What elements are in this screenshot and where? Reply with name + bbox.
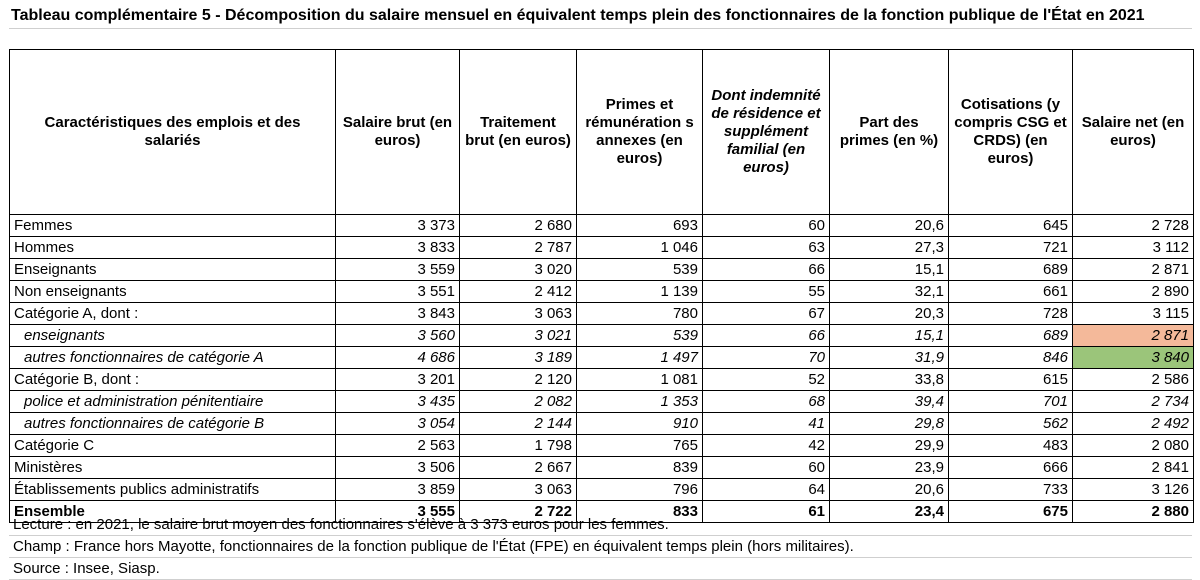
row-label: Ministères: [10, 457, 336, 479]
table-row: [10, 237, 1194, 259]
cell: 31,9: [830, 347, 949, 369]
cell: 39,4: [830, 391, 949, 413]
cell: 2 667: [460, 457, 577, 479]
table-title: Tableau complémentaire 5 - Décomposition du salaire mensuel en équivalent temps plein des fonctionnaires de la fonction publique de l'État en 2021: [11, 7, 1145, 24]
cell: 3 054: [336, 413, 460, 435]
row-label: autres fonctionnaires de catégorie A: [10, 347, 336, 369]
row-label: Catégorie C: [10, 435, 336, 457]
cell: 33,8: [830, 369, 949, 391]
header-row: [10, 50, 1194, 215]
cell: 846: [949, 347, 1073, 369]
note-champ: Champ : France hors Mayotte, fonctionnaires de la fonction publique de l'État (FPE) en équivalent temps plein (hors militaires).: [9, 536, 1192, 558]
cell: 693: [577, 215, 703, 237]
cell: 2 734: [1073, 391, 1194, 413]
note-lecture: Lecture : en 2021, le salaire brut moyen des fonctionnaires s'élève à 3 373 euros pour les femmes.: [9, 514, 1192, 536]
cell: 666: [949, 457, 1073, 479]
cell: 3 435: [336, 391, 460, 413]
table-row: [10, 303, 1194, 325]
cell: 27,3: [830, 237, 949, 259]
cell: 20,3: [830, 303, 949, 325]
cell: 2 787: [460, 237, 577, 259]
cell: 20,6: [830, 479, 949, 501]
table-row: [10, 259, 1194, 281]
table-row: [10, 215, 1194, 237]
table-row: [10, 391, 1194, 413]
cell: 15,1: [830, 259, 949, 281]
cell: 60: [703, 457, 830, 479]
col-header-contributions: Cotisations (y compris CSG et CRDS) (en euros): [949, 50, 1073, 215]
row-label: Ensemble: [10, 501, 336, 523]
cell: 562: [949, 413, 1073, 435]
row-label: enseignants: [10, 325, 336, 347]
cell: 1 353: [577, 391, 703, 413]
cell: 2 082: [460, 391, 577, 413]
cell: 733: [949, 479, 1073, 501]
col-header-gross-salary: Salaire brut (en euros): [336, 50, 460, 215]
cell: 1 081: [577, 369, 703, 391]
cell: 3 063: [460, 479, 577, 501]
cell: 1 798: [460, 435, 577, 457]
cell: 3 126: [1073, 479, 1194, 501]
cell: 2 492: [1073, 413, 1194, 435]
cell: 67: [703, 303, 830, 325]
cell: 29,8: [830, 413, 949, 435]
cell: 483: [949, 435, 1073, 457]
empty-row: [9, 29, 1192, 49]
cell: 2 563: [336, 435, 460, 457]
cell: 60: [703, 215, 830, 237]
cell: 2 412: [460, 281, 577, 303]
cell: 3 112: [1073, 237, 1194, 259]
table-row: [10, 369, 1194, 391]
cell: 55: [703, 281, 830, 303]
cell: 1 046: [577, 237, 703, 259]
cell: 833: [577, 501, 703, 523]
cell: 615: [949, 369, 1073, 391]
cell: 3 189: [460, 347, 577, 369]
cell: 3 373: [336, 215, 460, 237]
cell: 29,9: [830, 435, 949, 457]
cell: 2 120: [460, 369, 577, 391]
table-row: [10, 457, 1194, 479]
cell: 539: [577, 259, 703, 281]
cell: 780: [577, 303, 703, 325]
cell: 701: [949, 391, 1073, 413]
col-header-characteristics: Caractéristiques des emplois et des salariés: [10, 50, 336, 215]
cell: 839: [577, 457, 703, 479]
cell: 728: [949, 303, 1073, 325]
cell: 3 021: [460, 325, 577, 347]
cell: 2 722: [460, 501, 577, 523]
cell: 64: [703, 479, 830, 501]
table-row: [10, 413, 1194, 435]
row-label: autres fonctionnaires de catégorie B: [10, 413, 336, 435]
cell: 4 686: [336, 347, 460, 369]
cell: 70: [703, 347, 830, 369]
cell: 3 560: [336, 325, 460, 347]
note-source: Source : Insee, Siasp.: [9, 558, 1192, 580]
cell: 661: [949, 281, 1073, 303]
table-row: [10, 347, 1194, 369]
cell: 32,1: [830, 281, 949, 303]
col-header-gross-pay: Traitement brut (en euros): [460, 50, 577, 215]
cell: 2 680: [460, 215, 577, 237]
cell: 2 080: [1073, 435, 1194, 457]
cell: 2 728: [1073, 215, 1194, 237]
cell: 66: [703, 259, 830, 281]
cell: 41: [703, 413, 830, 435]
cell: 23,4: [830, 501, 949, 523]
cell: 1 497: [577, 347, 703, 369]
cell: 3 555: [336, 501, 460, 523]
row-label: Catégorie A, dont :: [10, 303, 336, 325]
cell: 2 880: [1073, 501, 1194, 523]
row-label: Enseignants: [10, 259, 336, 281]
cell: 689: [949, 259, 1073, 281]
cell: 3 506: [336, 457, 460, 479]
cell: 539: [577, 325, 703, 347]
cell: 2 144: [460, 413, 577, 435]
cell: 3 020: [460, 259, 577, 281]
table-row: [10, 479, 1194, 501]
cell: 20,6: [830, 215, 949, 237]
cell: 3 559: [336, 259, 460, 281]
cell: 61: [703, 501, 830, 523]
row-label: Non enseignants: [10, 281, 336, 303]
data-table: [9, 49, 1194, 523]
cell: 3 833: [336, 237, 460, 259]
cell: 15,1: [830, 325, 949, 347]
cell: 2 586: [1073, 369, 1194, 391]
title-row: [9, 0, 1192, 29]
col-header-bonuses: Primes et rémunération s annexes (en euros): [577, 50, 703, 215]
cell: 675: [949, 501, 1073, 523]
cell: 3 063: [460, 303, 577, 325]
row-label: Femmes: [10, 215, 336, 237]
cell: 2 890: [1073, 281, 1194, 303]
row-label: police et administration pénitentiaire: [10, 391, 336, 413]
cell: 1 139: [577, 281, 703, 303]
col-header-residence-allowance: Dont indemnité de résidence et supplément familial (en euros): [703, 50, 830, 215]
cell: 3 201: [336, 369, 460, 391]
cell: 3 551: [336, 281, 460, 303]
cell: 796: [577, 479, 703, 501]
cell: 645: [949, 215, 1073, 237]
highlighted-cell: 2 871: [1073, 325, 1194, 347]
cell: 3 843: [336, 303, 460, 325]
row-label: Catégorie B, dont :: [10, 369, 336, 391]
cell: 63: [703, 237, 830, 259]
table-row: [10, 325, 1194, 347]
col-header-net-salary: Salaire net (en euros): [1073, 50, 1194, 215]
table-row: [10, 281, 1194, 303]
highlighted-cell: 3 840: [1073, 347, 1194, 369]
cell: 765: [577, 435, 703, 457]
cell: 3 859: [336, 479, 460, 501]
cell: 42: [703, 435, 830, 457]
cell: 910: [577, 413, 703, 435]
cell: 689: [949, 325, 1073, 347]
cell: 68: [703, 391, 830, 413]
row-label: Établissements publics administratifs: [10, 479, 336, 501]
cell: 66: [703, 325, 830, 347]
cell: 52: [703, 369, 830, 391]
row-label: Hommes: [10, 237, 336, 259]
cell: 23,9: [830, 457, 949, 479]
notes: [9, 514, 1192, 580]
cell: 2 841: [1073, 457, 1194, 479]
cell: 721: [949, 237, 1073, 259]
col-header-bonus-share: Part des primes (en %): [830, 50, 949, 215]
cell: 2 871: [1073, 259, 1194, 281]
table-row: [10, 435, 1194, 457]
cell: 3 115: [1073, 303, 1194, 325]
